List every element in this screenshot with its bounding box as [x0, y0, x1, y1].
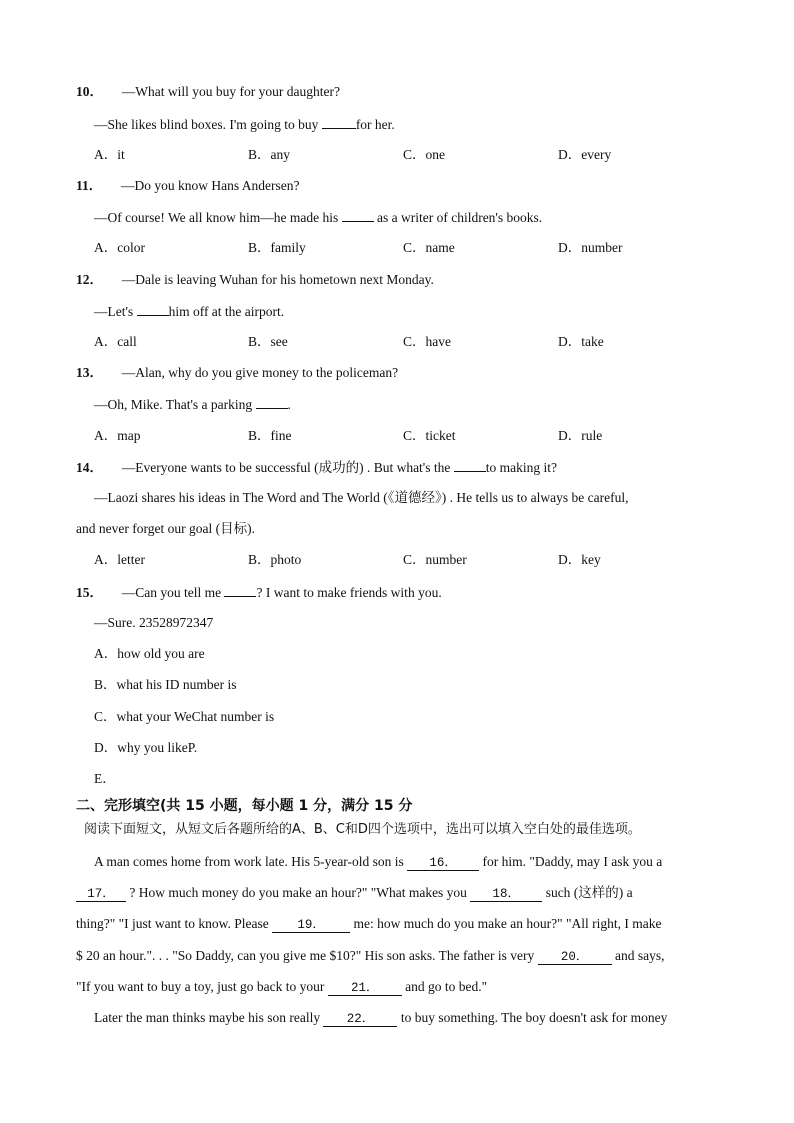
passage-line: [76, 948, 664, 965]
question-prompt: —Alan, why do you give money to the policeman?: [121, 365, 399, 380]
option-d[interactable]: D．take: [558, 334, 604, 349]
answer-blank: [322, 116, 356, 129]
answer-blank: [256, 396, 288, 409]
answer-blank: [137, 303, 169, 316]
passage-line: [94, 1010, 667, 1027]
question-15-reply: —Sure. 23528972347: [94, 615, 214, 630]
reply-text-end: for her.: [355, 117, 395, 132]
cloze-blank-21[interactable]: 21．: [328, 981, 402, 996]
question-number: 13．: [76, 365, 103, 380]
question-10: [76, 84, 340, 100]
passage-text: me: how much do you make an hour?" "All right, I make: [350, 916, 662, 931]
reply-text-end: .: [287, 397, 291, 412]
option-b[interactable]: B．photo: [248, 552, 302, 567]
passage-text: "If you want to buy a toy, just go back to your: [76, 979, 328, 994]
answer-blank: [224, 584, 256, 597]
reply-text-end: as a writer of children's books.: [373, 210, 543, 225]
option-c[interactable]: C．what your WeChat number is: [94, 709, 275, 724]
cloze-blank-22[interactable]: 22．: [323, 1012, 397, 1027]
option-a[interactable]: A．color: [94, 240, 145, 255]
passage-text: thing?" "I just want to know. Please: [76, 916, 273, 931]
option-b[interactable]: B．see: [248, 334, 288, 349]
passage-text: and says,: [611, 948, 665, 963]
section-instruction: 阅读下面短文，从短文后各题所给的A、B、C和D四个选项中，选出可以填入空白处的最佳选项。: [84, 822, 641, 837]
passage-text: such (这样的) a: [542, 885, 633, 900]
question-prompt-start: —Can you tell me: [121, 585, 225, 600]
option-b[interactable]: B．what his ID number is: [94, 677, 237, 692]
section-heading: 二、完形填空(共 15 小题，每小题 1 分，满分 15 分: [76, 798, 413, 814]
cloze-blank-17[interactable]: 17．: [76, 887, 126, 902]
passage-line: [94, 854, 662, 871]
option-a[interactable]: A．it: [94, 147, 125, 162]
cloze-blank-19[interactable]: 19．: [272, 918, 350, 933]
option-d[interactable]: D．rule: [558, 428, 603, 443]
question-prompt: —Do you know Hans Andersen?: [121, 178, 300, 193]
question-prompt-start: —Everyone wants to be successful (成功的) . But what's the: [121, 460, 454, 475]
question-10-reply: [94, 116, 395, 133]
question-12-reply: [94, 303, 284, 320]
reply-text-start: —Of course! We all know him—he made his: [94, 210, 342, 225]
passage-text: ? How much money do you make an hour?" "What makes you: [126, 885, 471, 900]
question-number: 14．: [76, 460, 103, 475]
option-a[interactable]: A．map: [94, 428, 141, 443]
option-c[interactable]: C．have: [403, 334, 451, 349]
passage-line: [76, 916, 661, 933]
question-number: 12．: [76, 272, 103, 287]
cloze-blank-16[interactable]: 16．: [407, 856, 479, 871]
reply-text-end: him off at the airport.: [168, 304, 285, 319]
question-14-reply-line-2: and never forget our goal (目标).: [76, 521, 255, 536]
question-15: [76, 584, 442, 601]
option-d[interactable]: D．why you likeP.: [94, 740, 198, 755]
passage-line: [76, 979, 487, 996]
question-11: [76, 178, 300, 194]
question-11-reply: [94, 209, 542, 226]
question-number: 10．: [76, 84, 103, 99]
passage-line: [76, 885, 633, 902]
option-d[interactable]: D．number: [558, 240, 623, 255]
question-prompt: —What will you buy for your daughter?: [121, 84, 340, 99]
answer-blank: [342, 209, 374, 222]
question-number: 15．: [76, 585, 103, 600]
cloze-blank-18[interactable]: 18．: [470, 887, 542, 902]
option-a[interactable]: A．how old you are: [94, 646, 205, 661]
option-b[interactable]: B．family: [248, 240, 306, 255]
answer-blank: [454, 459, 486, 472]
option-b[interactable]: B．fine: [248, 428, 292, 443]
option-d[interactable]: D．key: [558, 552, 601, 567]
question-prompt: —Dale is leaving Wuhan for his hometown next Monday.: [121, 272, 434, 287]
passage-text: Later the man thinks maybe his son really: [94, 1010, 324, 1025]
option-c[interactable]: C．one: [403, 147, 445, 162]
passage-text: $ 20 an hour.". . . "So Daddy, can you give me $10?" His son asks. The father is very: [76, 948, 538, 963]
option-a[interactable]: A．call: [94, 334, 137, 349]
option-b[interactable]: B．any: [248, 147, 290, 162]
option-a[interactable]: A．letter: [94, 552, 145, 567]
reply-text-start: —She likes blind boxes. I'm going to buy: [94, 117, 322, 132]
passage-text: A man comes home from work late. His 5-year-old son is: [94, 854, 408, 869]
passage-text: to buy something. The boy doesn't ask for money: [397, 1010, 668, 1025]
question-prompt-end: ? I want to make friends with you.: [256, 585, 442, 600]
question-14: [76, 459, 557, 476]
option-c[interactable]: C．name: [403, 240, 455, 255]
reply-text-start: —Let's: [94, 304, 137, 319]
passage-text: for him. "Daddy, may I ask you a: [479, 854, 663, 869]
option-c[interactable]: C．ticket: [403, 428, 456, 443]
option-d[interactable]: D．every: [558, 147, 612, 162]
passage-text: and go to bed.": [401, 979, 488, 994]
cloze-blank-20[interactable]: 20．: [538, 950, 612, 965]
reply-text-start: —Oh, Mike. That's a parking: [94, 397, 256, 412]
question-12: [76, 272, 434, 288]
option-c[interactable]: C．number: [403, 552, 467, 567]
question-13: [76, 365, 398, 381]
option-e[interactable]: E．: [94, 771, 116, 786]
question-13-reply: [94, 396, 291, 413]
question-number: 11．: [76, 178, 103, 193]
question-14-reply-line-1: —Laozi shares his ideas in The Word and The World (《道德经》) . He tells us to always be careful,: [94, 490, 629, 505]
question-prompt-end: to making it?: [485, 460, 557, 475]
